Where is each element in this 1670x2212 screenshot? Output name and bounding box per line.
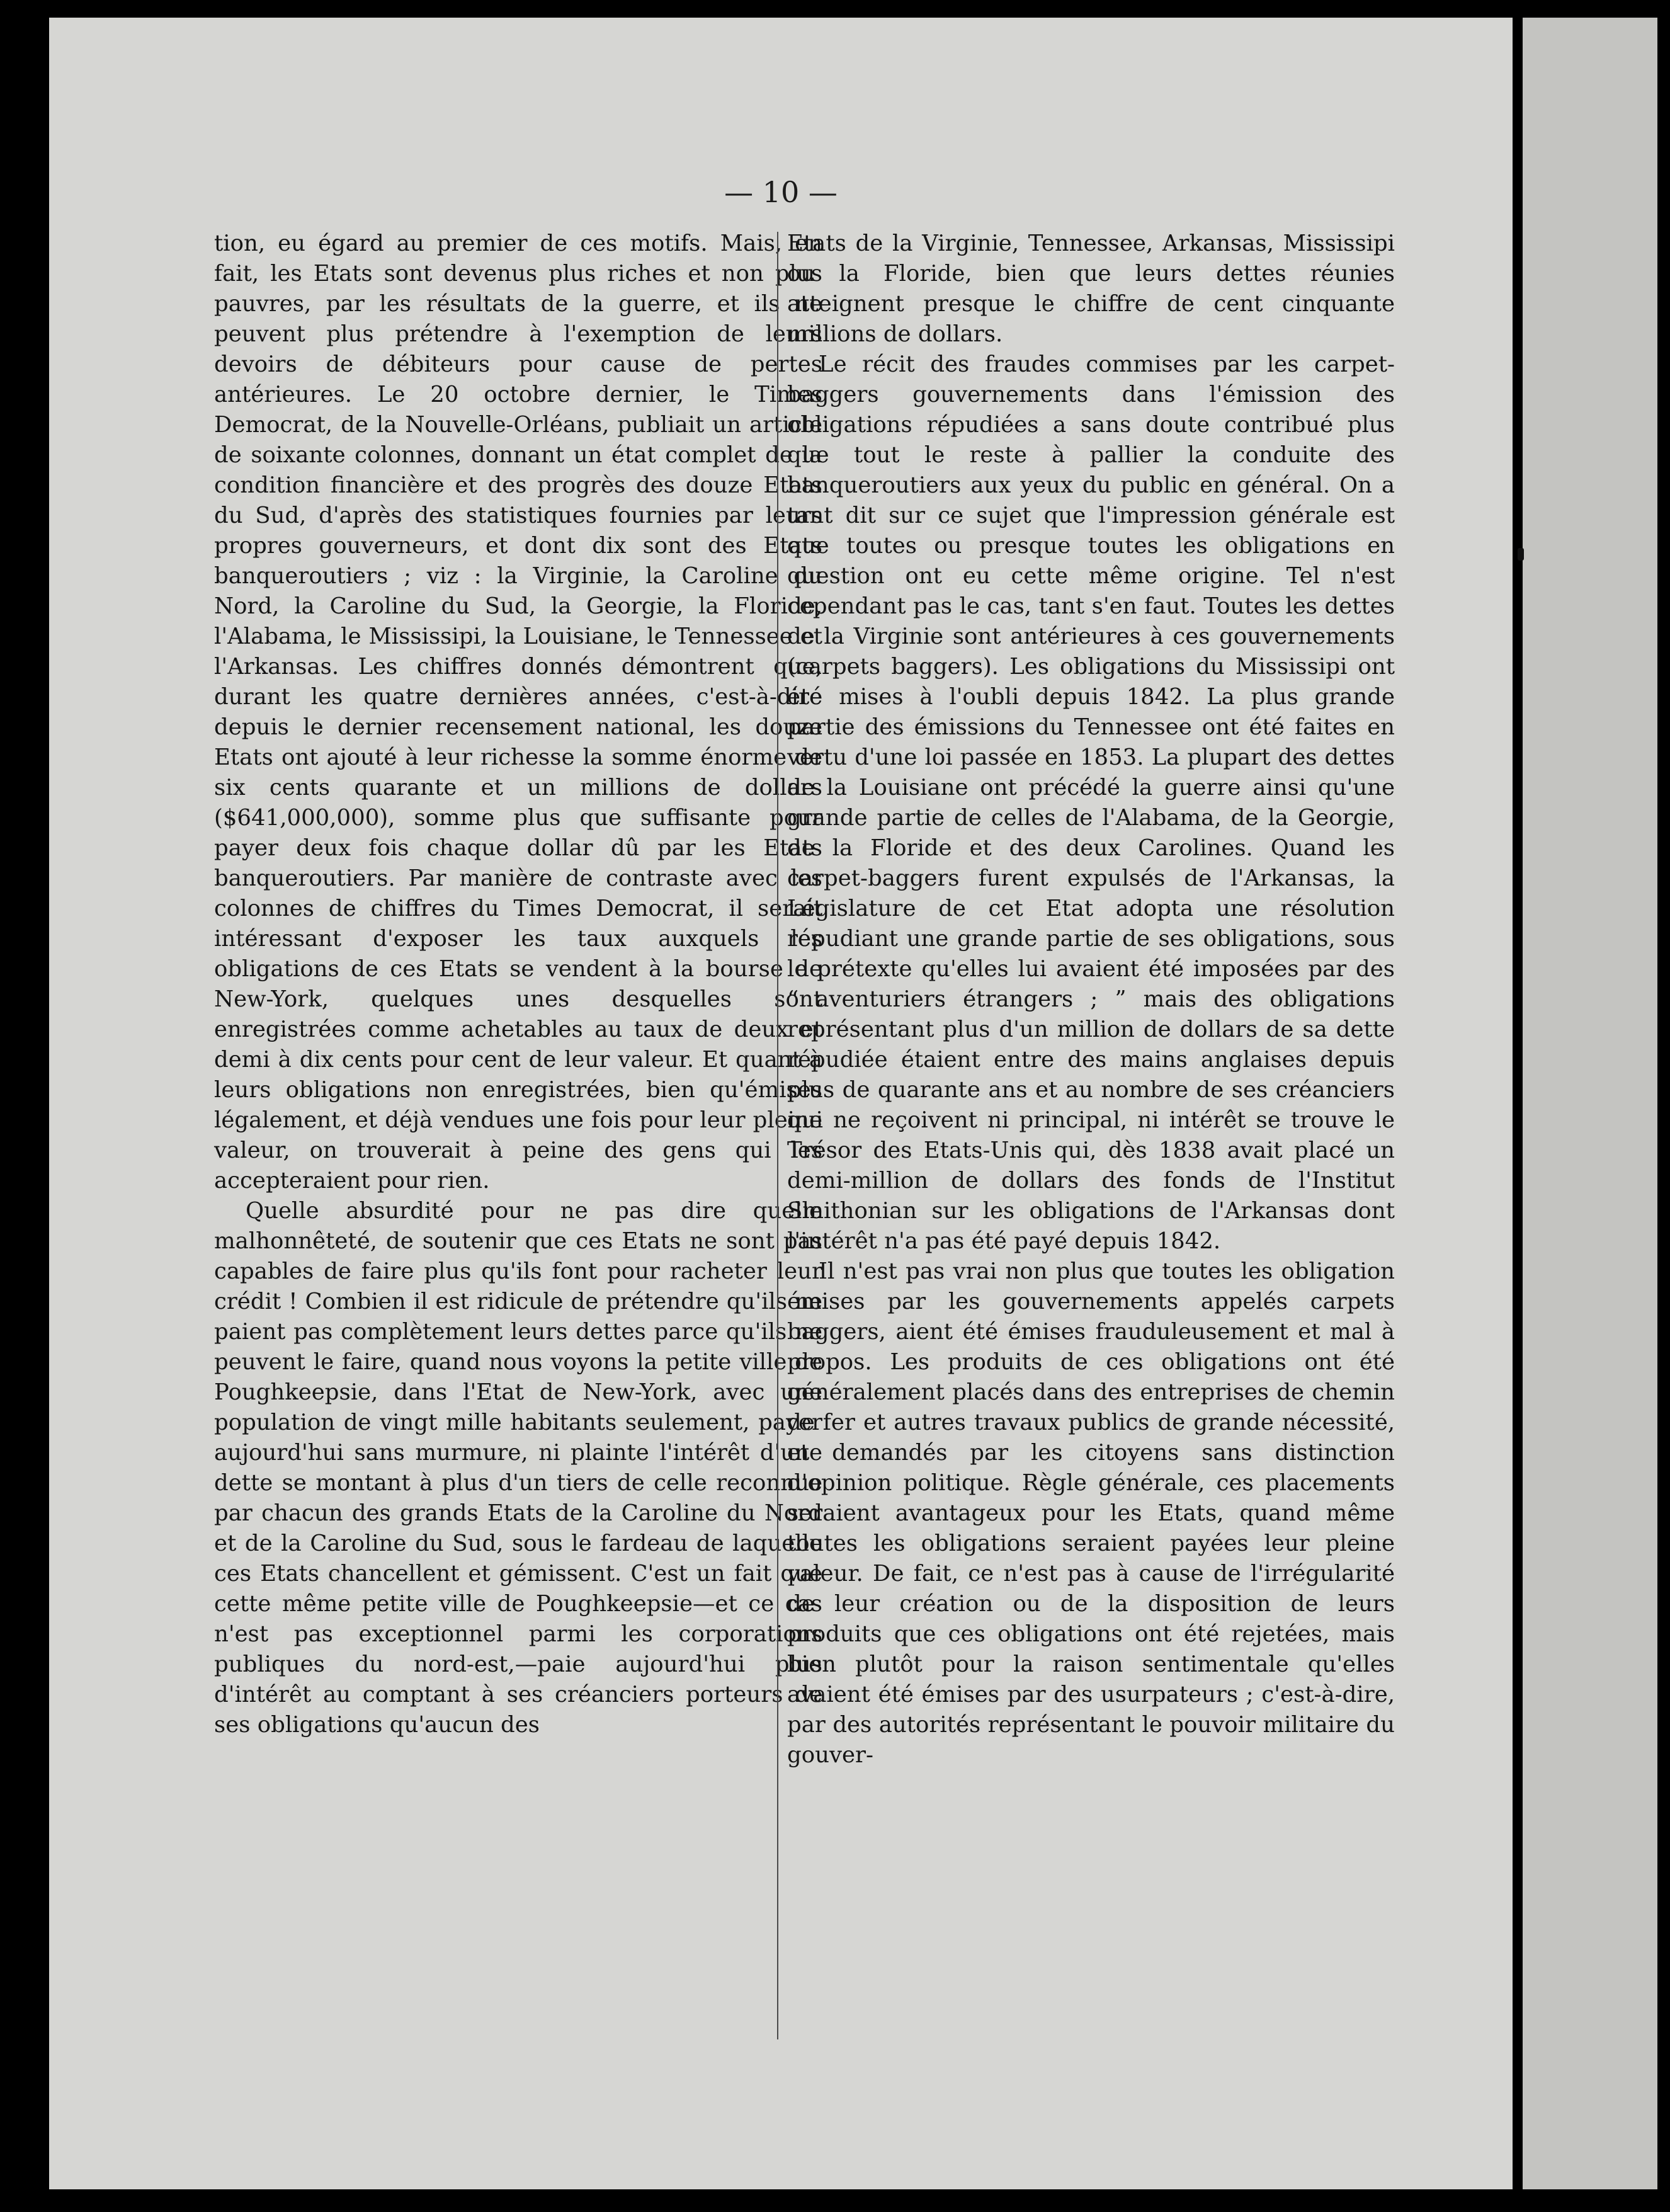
scan-speck <box>1518 548 1524 561</box>
document-page <box>49 18 1513 2189</box>
right-column <box>787 229 1395 1770</box>
paragraph: Le récit des fraudes commises par les carpet-baggers gouvernements dans l'émission des obligations répudiées a sans doute contribué plus que tout le reste à pallier la conduite des banqueroutiers aux yeux du public en général. On a tant dit sur ce sujet que l'impression générale est que toutes ou presque toutes les obligations en question ont eu cette même origine. Tel n'est cependant pas le cas, tant s'en faut. Toutes les dettes de la Virginie sont antérieures à ces gouvernements (carpets baggers). Les obligations du Mississipi ont été mises à l'oubli depuis 1842. La plus grande partie des émissions du Tennessee ont été faites en vertu d'une loi passée en 1853. La plupart des dettes de la Louisiane ont précédé la guerre ainsi qu'une grande partie de celles de l'Alabama, de la Georgie, de la Floride et des deux Carolines. Quand les carpet-baggers furent expulsés de l'Arkansas, la Législature de cet Etat adopta une résolution répudiant une grande partie de ses obligations, sous le prétexte qu'elles lui avaient été imposées par des “ aventuriers étrangers ; ” mais des obligations représentant plus d'un million de dollars de sa dette répudiée étaient entre des mains anglaises depuis plus de quarante ans et au nombre de ses créanciers qui ne reçoivent ni principal, ni intérêt se trouve le Trésor des Etats-Unis qui, dès 1838 avait placé un demi-million de dollars des fonds de l'Institut Smithonian sur les obligations de l'Arkansas dont l'intérêt n'a pas été payé depuis 1842. <box>787 351 1395 1254</box>
paragraph: Il n'est pas vrai non plus que toutes les obligation émises par les gouvernements appelés carpets baggers, aient été émises frauduleusement et mal à propos. Les produits de ces obligations ont été généralement placés dans des entreprises de chemin de fer et autres travaux publics de grande nécessité, et demandés par les citoyens sans distinction d'opinion politique. Règle générale, ces placements seraient avantageux pour les Etats, quand même toutes les obligations seraient payées leur pleine valeur. De fait, ce n'est pas à cause de l'irrégularité de leur création ou de la disposition de leurs produits que ces obligations ont été rejetées, mais bien plutôt pour la raison sentimentale qu'elles avaient été émises par des usurpateurs ; c'est-à-dire, par des autorités représentant le pouvoir militaire du gouver- <box>787 1258 1395 1768</box>
paragraph: Quelle absurdité pour ne pas dire quelle malhonnêteté, de soutenir que ces Etats ne sont pas capables de faire plus qu'ils font pour racheter leur crédit ! Combien il est ridicule de prétendre qu'ils ne paient pas complètement leurs dettes parce qu'ils ne peuvent le faire, quand nous voyons la petite ville de Poughkeepsie, dans l'Etat de New-York, avec une population de vingt mille habitants seulement, payer aujourd'hui sans murmure, ni plainte l'intérêt d'une dette se montant à plus d'un tiers de celle reconnue par chacun des grands Etats de la Caroline du Nord et de la Caroline du Sud, sous le fardeau de laquelle ces Etats chancellent et gémissent. C'est un fait que cette même petite ville de Poughkeepsie—et ce cas n'est pas exceptionnel parmi les corporations publiques du nord-est,—paie aujourd'hui plus d'intérêt au comptant à ses créanciers porteurs de ses obligations qu'aucun des <box>214 1198 822 1738</box>
paragraph: tion, eu égard au premier de ces motifs. Mais, en fait, les Etats sont devenus plus riches et non plus pauvres, par les résultats de la guerre, et ils ne peuvent plus prétendre à l'exemption de leurs devoirs de débiteurs pour cause de pertes antérieures. Le 20 octobre dernier, le Times Democrat, de la Nouvelle-Orléans, publiait un article de soixante colonnes, donnant un état complet de la condition financière et des progrès des douze Etats du Sud, d'après des statistiques fournies par leurs propres gouverneurs, et dont dix sont des Etats banqueroutiers ; viz : la Virginie, la Caroline du Nord, la Caroline du Sud, la Georgie, la Floride, l'Alabama, le Mississipi, la Louisiane, le Tennessee et l'Arkansas. Les chiffres donnés démontrent que, durant les quatre dernières années, c'est-à-dire depuis le dernier recensement national, les douze Etats ont ajouté à leur richesse la somme énorme de six cents quarante et un millions de dollars ($641,000,000), somme plus que suffisante pour payer deux fois chaque dollar dû par les Etats banqueroutiers. Par manière de contraste avec les colonnes de chiffres du Times Democrat, il serait intéressant d'exposer les taux auxquels les obligations de ces Etats se vendent à la bourse de New-York, quelques unes desquelles sont enregistrées comme achetables au taux de deux et demi à dix cents pour cent de leur valeur. Et quant à leurs obligations non enregistrées, bien qu'émises légalement, et déjà vendues une fois pour leur pleine valeur, on trouverait à peine des gens qui les accepteraient pour rien. <box>214 231 822 1194</box>
column-divider <box>777 232 778 2039</box>
page-number: — 10 — <box>724 175 838 209</box>
left-column <box>214 229 822 1740</box>
adjacent-page-edge <box>1523 18 1657 2189</box>
paragraph: Etats de la Virginie, Tennessee, Arkansas, Mississipi ou la Floride, bien que leurs dettes réunies atteignent presque le chiffre de cent cinquante millions de dollars. <box>787 231 1395 347</box>
